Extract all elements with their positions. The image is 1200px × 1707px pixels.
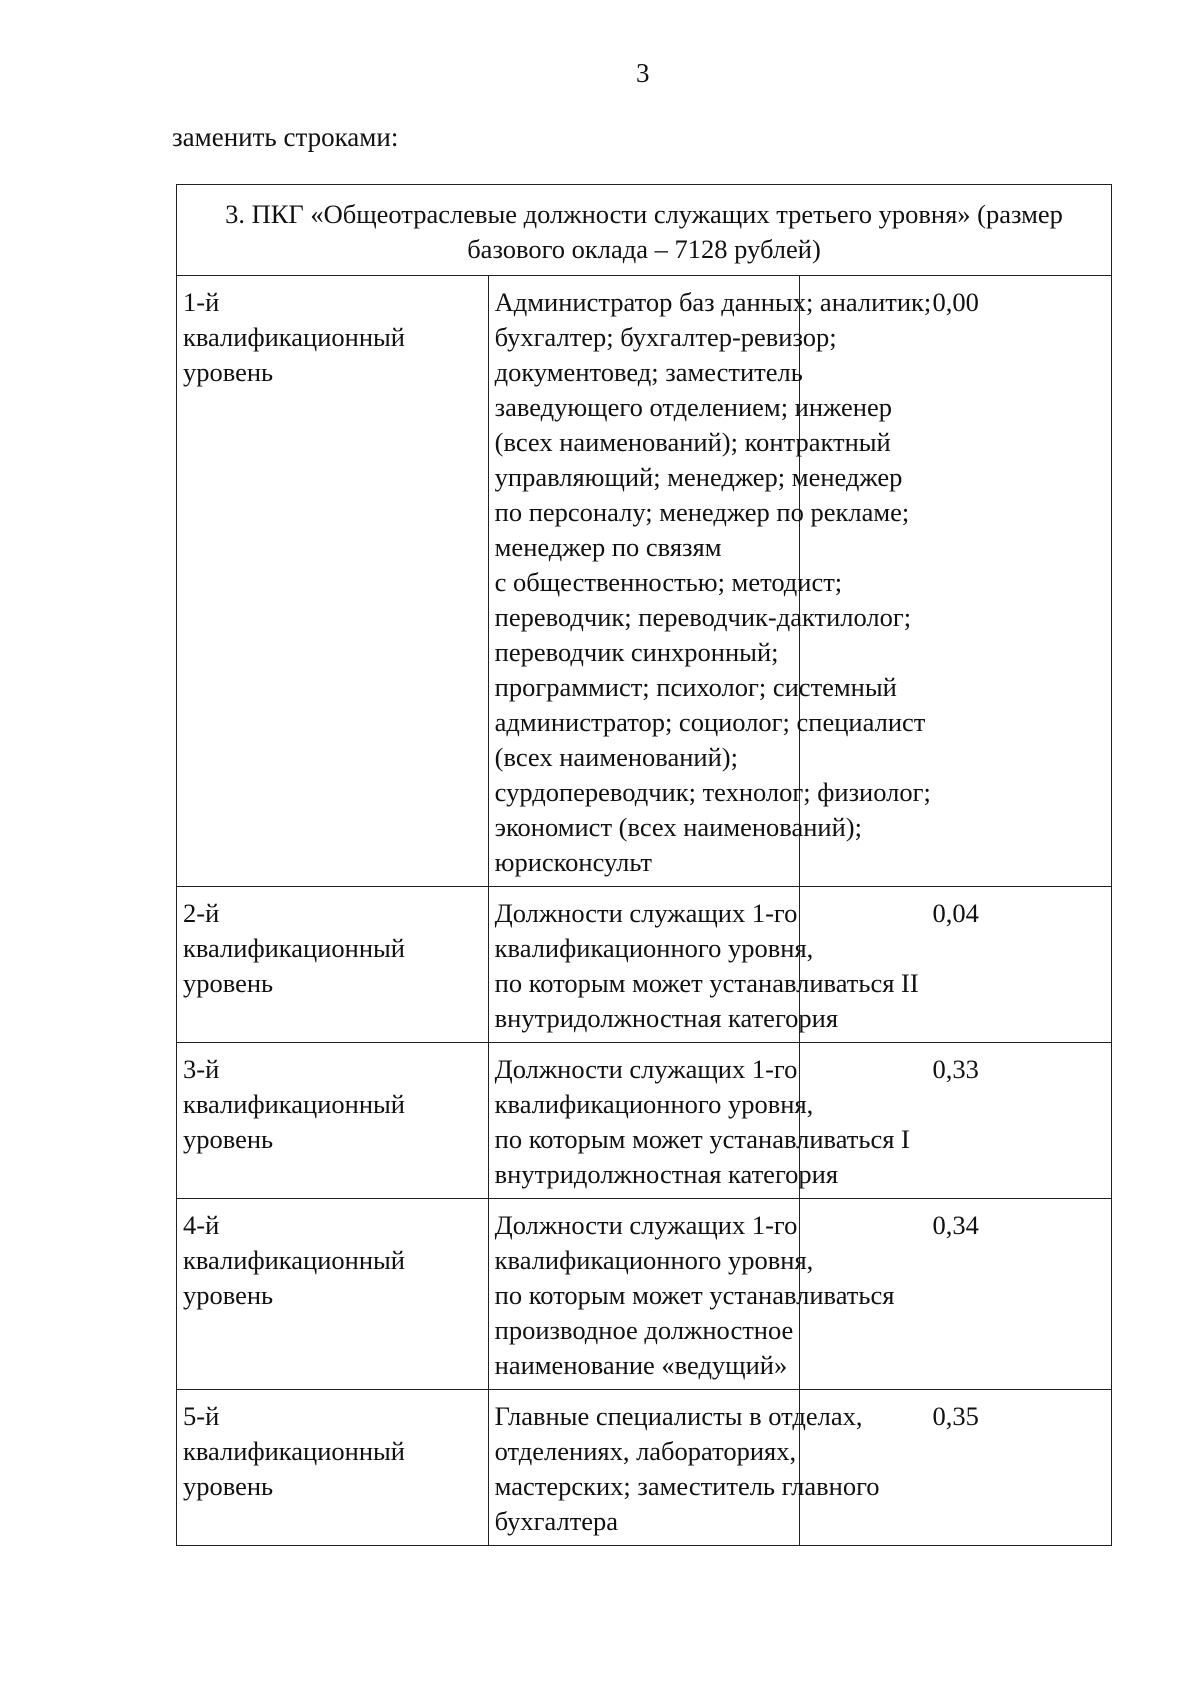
positions-line: мастерских; заместитель главного xyxy=(494,1471,880,1501)
qualification-level-line: квалификационный xyxy=(183,322,405,352)
qualification-level-line: уровень xyxy=(183,1280,274,1310)
positions-line: сурдопереводчик; технолог; физиолог; xyxy=(494,777,931,807)
positions-line: бухгалтера xyxy=(494,1506,619,1536)
coefficient-cell: 0,35 xyxy=(800,1390,1112,1546)
qualification-level-line: 2-й xyxy=(183,898,220,928)
positions-cell xyxy=(488,887,919,1043)
qualification-level-line: квалификационный xyxy=(183,933,405,963)
positions-line: Должности служащих 1-го xyxy=(494,1054,798,1084)
intro-text: заменить строками: xyxy=(172,122,399,152)
positions-line: по которым может устанавливаться I xyxy=(494,1124,910,1154)
coefficient-cell: 0,34 xyxy=(800,1199,1112,1390)
positions-line: документовед; заместитель xyxy=(494,357,803,387)
table-row xyxy=(177,276,1112,887)
positions-cell xyxy=(488,276,932,887)
coefficient-cell: 0,04 xyxy=(800,887,1112,1043)
positions-line: внутридолжностная категория xyxy=(494,1003,839,1033)
positions-line: (всех наименований); контрактный xyxy=(494,427,891,457)
table-row xyxy=(177,887,1112,1043)
positions-line: квалификационного уровня, xyxy=(494,1245,814,1275)
positions-cell xyxy=(488,1390,880,1546)
positions-line: переводчик; переводчик-дактилолог; xyxy=(494,602,912,632)
positions-line: по персоналу; менеджер по рекламе; xyxy=(494,497,910,527)
qualification-level-line: уровень xyxy=(183,1124,274,1154)
positions-line: квалификационного уровня, xyxy=(494,933,814,963)
coefficient-cell: 0,33 xyxy=(800,1043,1112,1199)
qualification-level-line: 3-й xyxy=(183,1054,220,1084)
table-header-cell xyxy=(177,185,1112,276)
qualification-level-line: 1-й xyxy=(183,287,220,317)
positions-line: отделениях, лабораториях, xyxy=(494,1436,797,1466)
qualification-level-line: квалификационный xyxy=(183,1436,405,1466)
positions-line: бухгалтер; бухгалтер-ревизор; xyxy=(494,322,837,352)
qualification-level-line: уровень xyxy=(183,1471,274,1501)
positions-line: квалификационного уровня, xyxy=(494,1089,814,1119)
qualification-level-cell xyxy=(177,276,489,887)
table-header-line: 3. ПКГ «Общеотраслевые должности служащих третьего уровня» (размер xyxy=(225,199,1063,229)
qualification-level-line: уровень xyxy=(183,357,274,387)
qualification-level-cell xyxy=(177,1043,489,1199)
positions-cell xyxy=(488,1199,895,1390)
table-row xyxy=(177,1390,1112,1546)
positions-line: управляющий; менеджер; менеджер xyxy=(494,462,903,492)
qualification-level-line: 5-й xyxy=(183,1401,220,1431)
positions-line: внутридолжностная категория xyxy=(494,1159,839,1189)
positions-line: заведующего отделением; инженер xyxy=(494,392,892,422)
page-number: 3 xyxy=(636,58,650,88)
positions-line: с общественностью; методист; xyxy=(494,567,843,597)
positions-line: Должности служащих 1-го xyxy=(494,898,798,928)
table-header-row xyxy=(177,185,1112,276)
qualification-level-line: квалификационный xyxy=(183,1245,405,1275)
coefficient-cell: 0,00 xyxy=(800,276,1112,887)
positions-line: переводчик синхронный; xyxy=(494,637,779,667)
positions-line: по которым может устанавливаться II xyxy=(494,968,919,998)
positions-line: производное должностное xyxy=(494,1315,794,1345)
positions-line: Должности служащих 1-го xyxy=(494,1210,798,1240)
qualification-level-line: уровень xyxy=(183,968,274,998)
table-header-line: базового оклада – 7128 рублей) xyxy=(467,234,821,264)
table-row xyxy=(177,1199,1112,1390)
qualification-level-line: квалификационный xyxy=(183,1089,405,1119)
positions-line: по которым может устанавливаться xyxy=(494,1280,895,1310)
qualification-level-line: 4-й xyxy=(183,1210,220,1240)
positions-line: Администратор баз данных; аналитик; xyxy=(494,287,932,317)
positions-line: наименование «ведущий» xyxy=(494,1350,788,1380)
positions-line: менеджер по связям xyxy=(494,532,722,562)
positions-line: программист; психолог; системный xyxy=(494,672,897,702)
positions-line: экономист (всех наименований); xyxy=(494,812,862,842)
qualification-level-cell xyxy=(177,1390,489,1546)
positions-line: (всех наименований); xyxy=(494,742,738,772)
positions-line: администратор; социолог; специалист xyxy=(494,707,926,737)
salary-group-table xyxy=(176,184,1112,1546)
table-row xyxy=(177,1043,1112,1199)
positions-line: Главные специалисты в отделах, xyxy=(494,1401,863,1431)
qualification-level-cell xyxy=(177,887,489,1043)
positions-cell xyxy=(488,1043,910,1199)
qualification-level-cell xyxy=(177,1199,489,1390)
positions-line: юрисконсульт xyxy=(494,847,652,877)
